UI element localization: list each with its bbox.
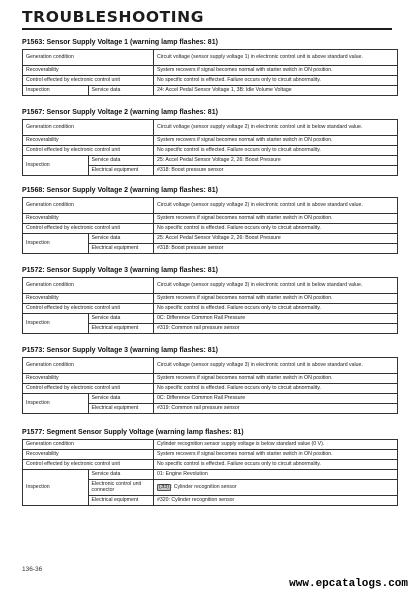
section-p1568 — [22, 186, 398, 254]
value-recoverability: System recovers if signal becomes normal with starter switch in ON position. — [154, 136, 398, 146]
table-row — [23, 86, 398, 96]
label-control-effected: Control effected by electronic control unit — [23, 146, 154, 156]
value-generation-condition: Circuit voltage (sensor supply voltage 2) in electronic control unit is above standard value. — [154, 198, 398, 214]
label-control-effected: Control effected by electronic control unit — [23, 224, 154, 234]
table-row — [23, 450, 398, 460]
spec-table — [22, 49, 398, 96]
section-p1577 — [22, 428, 398, 506]
page-header — [22, 8, 392, 30]
label-service-data: Service data — [88, 470, 154, 480]
section-heading: P1577: Segment Sensor Supply Voltage (warning lamp flashes: 81) — [22, 429, 244, 436]
section-heading: P1568: Sensor Supply Voltage 2 (warning lamp flashes: 81) — [22, 187, 218, 194]
value-generation-condition: Cylinder recognition sensor supply voltage is below standard value (0 V). — [154, 440, 398, 450]
page-number: 136-36 — [22, 566, 43, 573]
spec-table — [22, 439, 398, 506]
value-recoverability: System recovers if signal becomes normal with starter switch in ON position. — [154, 294, 398, 304]
label-electrical-equipment: Electrical equipment — [88, 404, 154, 414]
spec-table — [22, 119, 398, 176]
label-control-effected: Control effected by electronic control unit — [23, 460, 154, 470]
label-inspection: Inspection — [23, 470, 89, 506]
section-p1563 — [22, 38, 398, 96]
label-ecu-connector: Electronic control unit connector — [88, 480, 154, 496]
website-watermark[interactable]: www.epcatalogs.com — [289, 578, 408, 590]
label-recoverability: Recoverability — [23, 294, 154, 304]
label-inspection: Inspection — [23, 234, 89, 254]
table-row — [23, 440, 398, 450]
value-control-effected: No specific control is effected. Failure occurs only to circuit abnormality. — [154, 460, 398, 470]
label-service-data: Service data — [88, 314, 154, 324]
table-row — [23, 278, 398, 294]
value-generation-condition: Circuit voltage (sensor supply voltage 3) in electronic control unit is above standard value. — [154, 358, 398, 374]
label-recoverability: Recoverability — [23, 66, 154, 76]
connector-code-badge: (ЭЗ) — [159, 483, 169, 490]
page-title: TROUBLESHOOTING — [22, 8, 205, 26]
table-row — [23, 394, 398, 404]
value-recoverability: System recovers if signal becomes normal with starter switch in ON position. — [154, 214, 398, 224]
spec-table — [22, 197, 398, 254]
table-row — [23, 136, 398, 146]
value-generation-condition: Circuit voltage (sensor supply voltage 3) in electronic control unit is below standard value. — [154, 278, 398, 294]
table-row — [23, 460, 398, 470]
label-electrical-equipment: Electrical equipment — [88, 324, 154, 334]
section-p1572 — [22, 266, 398, 334]
label-inspection: Inspection — [23, 86, 89, 96]
table-row — [23, 304, 398, 314]
value-service-data: 0C: Difference Common Rail Pressure — [154, 394, 398, 404]
value-electrical-equipment: #319: Common rail pressure sensor — [154, 324, 398, 334]
value-service-data: 24: Accel Pedal Sensor Voltage 1, 3B: Idle Volume Voltage — [154, 86, 398, 96]
table-row — [23, 314, 398, 324]
table-row — [23, 294, 398, 304]
label-recoverability: Recoverability — [23, 450, 154, 460]
table-row — [23, 146, 398, 156]
label-generation-condition: Generation condition — [23, 50, 154, 66]
label-inspection: Inspection — [23, 394, 89, 414]
label-service-data: Service data — [88, 394, 154, 404]
table-row — [23, 234, 398, 244]
value-recoverability: System recovers if signal becomes normal with starter switch in ON position. — [154, 374, 398, 384]
table-row — [23, 66, 398, 76]
table-row — [23, 374, 398, 384]
label-control-effected: Control effected by electronic control unit — [23, 76, 154, 86]
spec-table — [22, 277, 398, 334]
label-generation-condition: Generation condition — [23, 278, 154, 294]
value-ecu-connector — [154, 480, 398, 496]
label-recoverability: Recoverability — [23, 136, 154, 146]
spec-table — [22, 357, 398, 414]
value-electrical-equipment: #320: Cylinder recognition sensor — [154, 495, 398, 505]
section-p1573 — [22, 346, 398, 414]
table-row — [23, 214, 398, 224]
value-control-effected: No specific control is effected. Failure occurs only to circuit abnormality. — [154, 304, 398, 314]
value-control-effected: No specific control is effected. Failure occurs only to circuit abnormality. — [154, 146, 398, 156]
value-control-effected: No specific control is effected. Failure occurs only to circuit abnormality. — [154, 384, 398, 394]
table-row — [23, 120, 398, 136]
table-row — [23, 76, 398, 86]
label-inspection: Inspection — [23, 156, 89, 176]
value-generation-condition: Circuit voltage (sensor supply voltage 2) in electronic control unit is below standard value. — [154, 120, 398, 136]
label-service-data: Service data — [88, 234, 154, 244]
table-row — [23, 156, 398, 166]
value-recoverability: System recovers if signal becomes normal with starter switch in ON position. — [154, 450, 398, 460]
label-generation-condition: Generation condition — [23, 440, 154, 450]
value-control-effected: No specific control is effected. Failure occurs only to circuit abnormality. — [154, 76, 398, 86]
value-generation-condition: Circuit voltage (sensor supply voltage 1) in electronic control unit is above standard value. — [154, 50, 398, 66]
label-service-data: Service data — [88, 156, 154, 166]
section-p1567 — [22, 108, 398, 176]
label-generation-condition: Generation condition — [23, 198, 154, 214]
value-control-effected: No specific control is effected. Failure occurs only to circuit abnormality. — [154, 224, 398, 234]
table-row — [23, 384, 398, 394]
section-heading: P1573: Sensor Supply Voltage 3 (warning lamp flashes: 81) — [22, 347, 218, 354]
value-service-data: 0C: Difference Common Rail Pressure — [154, 314, 398, 324]
value-service-data: 25: Accel Pedal Sensor Voltage 2, 26: Boost Pressure — [154, 234, 398, 244]
label-electrical-equipment: Electrical equipment — [88, 166, 154, 176]
section-heading: P1572: Sensor Supply Voltage 3 (warning lamp flashes: 81) — [22, 267, 218, 274]
table-row — [23, 470, 398, 480]
section-heading: P1563: Sensor Supply Voltage 1 (warning lamp flashes: 81) — [22, 39, 218, 46]
label-control-effected: Control effected by electronic control unit — [23, 384, 154, 394]
label-control-effected: Control effected by electronic control unit — [23, 304, 154, 314]
value-service-data: 01: Engine Revolution — [154, 470, 398, 480]
label-service-data: Service data — [88, 86, 154, 96]
label-recoverability: Recoverability — [23, 214, 154, 224]
label-electrical-equipment: Electrical equipment — [88, 244, 154, 254]
connector-description: : Cylinder recognition sensor — [170, 483, 237, 490]
table-row — [23, 198, 398, 214]
label-recoverability: Recoverability — [23, 374, 154, 384]
label-inspection: Inspection — [23, 314, 89, 334]
label-electrical-equipment: Electrical equipment — [88, 495, 154, 505]
table-row — [23, 224, 398, 234]
value-electrical-equipment: #319: Common rail pressure sensor — [154, 404, 398, 414]
value-electrical-equipment: #318: Boost pressure sensor — [154, 166, 398, 176]
value-electrical-equipment: #318: Boost pressure sensor — [154, 244, 398, 254]
section-heading: P1567: Sensor Supply Voltage 2 (warning lamp flashes: 81) — [22, 109, 218, 116]
table-row — [23, 358, 398, 374]
value-recoverability: System recovers if signal becomes normal with starter switch in ON position. — [154, 66, 398, 76]
label-generation-condition: Generation condition — [23, 358, 154, 374]
value-service-data: 25: Accel Pedal Sensor Voltage 2, 26: Boost Pressure — [154, 156, 398, 166]
table-row — [23, 50, 398, 66]
label-generation-condition: Generation condition — [23, 120, 154, 136]
title-rule — [22, 28, 392, 30]
